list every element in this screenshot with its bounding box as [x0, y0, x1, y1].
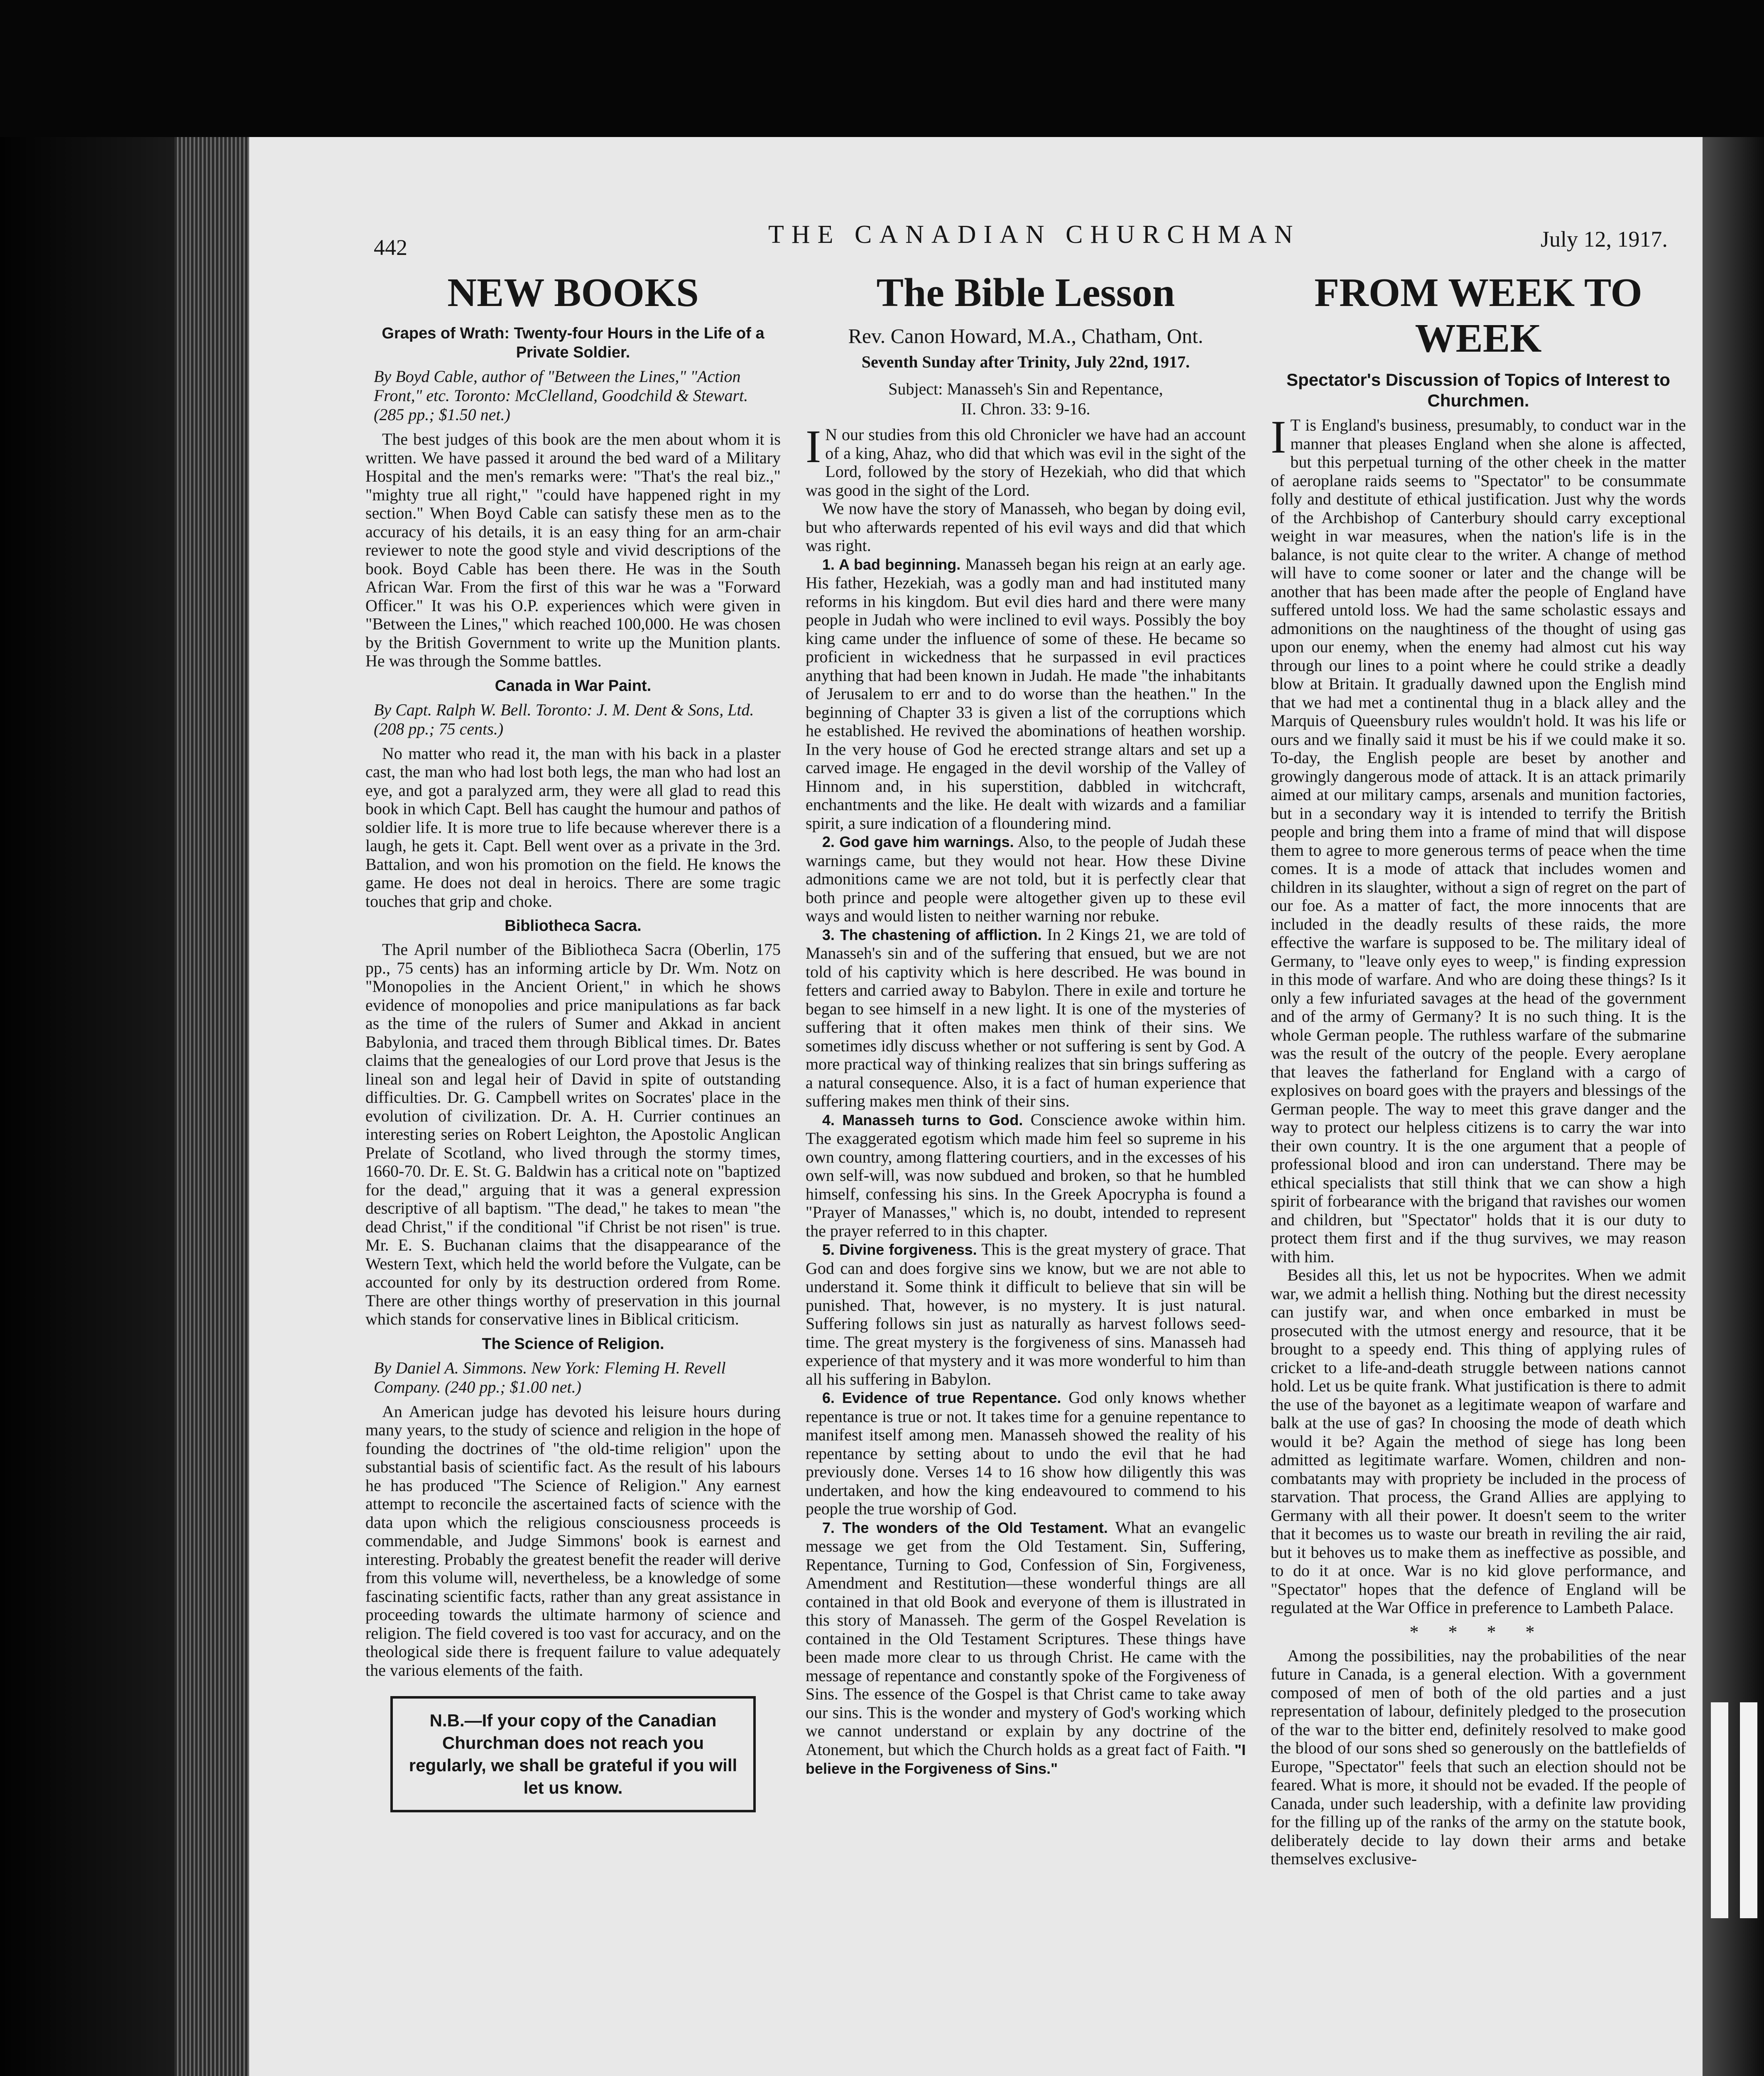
section-text: Conscience awoke within him. The exaggerated egotism which made him feel so supreme in his own country, among flattering courtiers, and in the excesses of his own self-will, was now subdued and broken, so that he humbled himself, confessing his sins. In the Greek Apocrypha is found a "Prayer of Manasses," which is, no doubt, intended to represent the prayer referred to in this chapter. [806, 1110, 1246, 1240]
lesson-date: Seventh Sunday after Trinity, July 22nd, 1917. [861, 353, 1190, 371]
film-sprocket-mark [1740, 1702, 1757, 1918]
lesson-author: Rev. Canon Howard, M.A., Chatham, Ont. [848, 324, 1203, 348]
review-title: Bibliotheca Sacra. [505, 917, 642, 935]
week-to-week-subheading: Spectator's Discussion of Topics of Interest to Churchmen. [1286, 370, 1671, 410]
section-label: 6. Evidence of true Repentance. [822, 1389, 1061, 1406]
lesson-section [806, 832, 1246, 925]
section-divider: * * * * [1409, 1621, 1547, 1642]
section-text: In 2 Kings 21, we are told of Manasseh's sin and of the suffering that ensued, but we are not told of his captivity which is here described. He was bound in fetters and carried away to Babylon. There in exile and torture he began to see himself in a new light. It is one of the mysteries of suffering that it often makes men think of their sins. We sometimes idly discuss whether or not suffering is sent by God. A more practical way of thinking realizes that sin brings suffering as a natural consequence. Also, it is a fact of human experience that suffering makes men think of their sins. [806, 925, 1246, 1110]
closing-creed: "I believe in the Forgiveness of Sins." [806, 1741, 1246, 1777]
issue-date: July 12, 1917. [1541, 227, 1668, 252]
stacked-page-edges [174, 125, 253, 2076]
editorial-paragraph [1271, 411, 1686, 1266]
bible-lesson-heading: The Bible Lesson [876, 270, 1175, 315]
section-label: 1. A bad beginning. [822, 556, 961, 573]
section-label: 5. Divine forgiveness. [822, 1241, 977, 1258]
section-label: 3. The chastening of affliction. [822, 926, 1042, 943]
new-books-heading: NEW BOOKS [447, 270, 699, 315]
review-body: An American judge has devoted his leisure hours during many years, to the study of science and religion in the hope of founding the doctrines of "the old-time religion" upon the substantial basis of scientific fact. As the result of his labours he has produced "The Science of Religion." Any earnest attempt to reconcile the ascertained facts of science with the data upon which the religious consciousness proceeds is commendable, and Judge Simmons' book is earnest and interesting. Probably the greatest benefit the reader will derive from this volume will, nevertheless, be a knowledge of some fascinating scientific facts, rather than any great assistance in proceeding towards the ultimate harmony of science and religion. The field covered is too vast for accuracy, and on the theological side there is frequent failure to value adequately the various elements of the faith. [365, 1402, 781, 1679]
section-text: Manasseh began his reign at an early age. His father, Hezekiah, was a godly man and had instituted many reforms in his kingdom. But evil dies hard and there were many people in Judah who were inclined to evil ways. Possibly the boy king came under the influence of some of these. He became so proficient in wickedness that he surpassed in evil practices anything that had been known in Judah. He made "the inhabitants of Jerusalem to err and to do worse than the heathen." In the beginning of Chapter 33 is given a list of the corruptions which he established. He revived the abominations of heathen worship. In the very house of God he erected strange altars and set up a carved image. He engaged in the devil worship of the Valley of Hinnom and, in his superstition, dabbled in witchcraft, enchantments and the like. He dealt with wizards and a familiar spirit, a sure indication of a floundering mind. [806, 554, 1246, 832]
review-citation: By Boyd Cable, author of "Between the Lines," "Action Front," etc. Toronto: McClelland, Goodchild & Stewart. (285 pp.; $1.50 net.) [374, 367, 748, 424]
editorial-paragraph: Besides all this, let us not be hypocrites. When we admit war, we admit a hellish thing. Nothing but the direst necessity can justify war, and when once embarked in must be prosecuted with the utmost energy and resource, that it be brought to a speedy end. This thing of applying rules of cricket to a life-and-death struggle between nations cannot hold. Let us be quite frank. What justification is there to admit the use of the bayonet as a legitimate weapon of warfare and balk at the use of gas? In choosing the mode of death which would it be? Again the method of siege has long been admitted as legitimate warfare. Women, children and non-combatants may with propriety be included in the process of starvation. That process, the Grand Allies are applying to Germany with all their power. It doesn't seem to the writer that it becomes us to waste our breath in reviling the air raid, but it behoves us to make them as ineffective as possible, and to do it at once. War is no kid glove performance, and "Spectator" hopes that the defence of England will be regulated at the War Office in preference to Lambeth Palace. [1271, 1266, 1686, 1617]
lesson-intro-text: N our studies from this old Chronicler we have had an account of a king, Ahaz, who did that which was evil in the sight of the Lord, followed by the story of Hezekiah, who did that which was good in the sight of the Lord. [806, 425, 1246, 499]
page-number: 442 [374, 235, 407, 260]
from-week-to-week-column [1271, 270, 1686, 1868]
lesson-scripture-reference: II. Chron. 33: 9-16. [961, 399, 1090, 418]
editorial-paragraph: Among the possibilities, nay the probabilities of the near future in Canada, is a general election. With a government composed of men of both of the old parties and a just representation of labour, definitely pledged to the prosecution of the war to the bitter end, definitely resolved to make good the blood of our sons shed so generously on the battlefields of Europe, "Spectator" feels that such an election should not be feared. What is more, it should not be evaded. If the people of Canada, under such leadership, with a definite law providing for the filling up of the ranks of the army on the statute book, deliberately decide to lay down their arms and betake themselves exclusive- [1271, 1646, 1686, 1868]
lesson-section [806, 555, 1246, 833]
review-body: The best judges of this book are the men about whom it is written. We have passed it around the bed ward of a Military Hospital and the men's remarks were: "That's the real biz.," "mighty true all right," "could have happened right in my section." When Boyd Cable can satisfy these men as to the accuracy of his details, it is an easy thing for an arm-chair reviewer to note the good style and vivid descriptions of the book. Boyd Cable has been there. He was in the South African War. From the first of this war he was a "Forward Officer." It was his O.P. experiences which were given in "Between the Lines," which reached 100,000. He was chosen by the British Government to write up the Munition plants. He was through the Somme battles. [365, 430, 781, 670]
subscription-notice: N.B.—If your copy of the Canadian Churchman does not reach you regularly, we shall be grateful if you will let us know. [390, 1696, 756, 1812]
new-books-column [365, 270, 781, 1812]
review-citation: By Daniel A. Simmons. New York: Fleming H. Revell Company. (240 pp.; $1.00 net.) [374, 1358, 726, 1396]
page-header [249, 137, 1703, 260]
editorial-paragraph-text: T is England's business, presumably, to conduct war in the manner that pleases England when she alone is affected, but this perpetual turning of the other cheek in the matter of aeroplane raids seems to "Spectator" to be consummate folly and destitute of ethical justification. Just why the words of the Archbishop of Canterbury should carry exceptional weight in war measures, when the nation's life is in the balance, is not quite clear to the writer. A change of method will have to come sooner or later and the change will be another that has been made after the people of England have suffered untold loss. We had the same scholastic essays and admonitions on the naughtiness of the thought of using gas upon our enemy, when the enemy had almost cut his way through our lines to a point where he could strike a deadly blow at Britain. It gradually dawned upon the English mind that we had met a continental thug in a black alley and the Marquis of Queensbury rules wouldn't hold. It was his life or ours and we finally said it must be his if we could make it so. To-day, the English people are beset by another and growingly dangerous mode of attack. It is an attack primarily aimed at our military camps, arsenals and munition factories, but in a secondary way it is intended to terrify the British people and bring them into a frame of mind that will dispose them to agree to more generous terms of peace when the time comes. It is a mode of attack that includes women and children in its slaughter, without a sign of regret on the part of our foe. As a matter of fact, the more innocents that are included in the deadly results of these raids, the more effective the warfare is supposed to be. The military ideal of Germany, to "leave only eyes to weep," is finding expression in this mode of warfare. And who are doing these things? Is it only a few infuriated savages at the head of the government and of the army of Germany? It is no such thing. It is the whole German people. The ruthless warfare of the submarine was the result of the outcry of the people. Every aeroplane that leaves the fatherland for England with a cargo of explosives on board goes with the prayers and blessings of the German people. The way to meet this grave danger and the way to protect our helpless citizens is to carry the war into their own country. It is the one argument that a people of professional blood and iron can understand. There may be ethical specialists that still think that we can show a high spirit of forbearance with the brigand that ravishes our women and children, but "Spectator" holds that it is our duty to protect them first and if the thug survives, we may reason with him. [1271, 416, 1686, 1266]
section-label: 4. Manasseh turns to God. [822, 1111, 1023, 1129]
lesson-subject [806, 379, 1246, 419]
review-body: No matter who read it, the man with his back in a plaster cast, the man who had lost both legs, the man who had lost an eye, and got a paralyzed arm, they were all glad to read this book in which Capt. Bell has caught the humour and pathos of soldier life. It is more true to life because wherever there is a laugh, he gets it. Capt. Bell went over as a private in the 3rd. Battalion, and won his promotion on the field. He knows the game. He does not deal in heroics. There are some tragic touches that grip and choke. [365, 744, 781, 911]
film-border-top [0, 0, 1764, 137]
review-title: The Science of Religion. [482, 1335, 664, 1353]
section-text: God only knows whether repentance is true or not. It takes time for a genuine repentance to manifest itself among men. Manasseh showed the reality of his repentance by setting about to undo the evil that he had previously done. Verses 14 to 16 show how diligently this was undertaken, and how the king endeavoured to commend to his people the true worship of God. [806, 1388, 1246, 1518]
bible-lesson-column [806, 270, 1246, 1778]
section-label: 2. God gave him warnings. [822, 833, 1014, 850]
lesson-section [806, 1111, 1246, 1241]
newspaper-page [249, 137, 1703, 2076]
film-sprocket-mark [1711, 1702, 1728, 1918]
lesson-intro-2: We now have the story of Manasseh, who began by doing evil, but who afterwards repented of his evil ways and did that which was right. [806, 499, 1246, 555]
publication-title: THE CANADIAN CHURCHMAN [768, 220, 1301, 249]
review-title: Canada in War Paint. [495, 677, 652, 695]
drop-cap: I [1271, 411, 1286, 463]
section-text: This is the great mystery of grace. That God can and does forgive sins we know, but we are not able to understand it. Some think it difficult to believe that sin will be punished. That, however, is no mystery. It is just natural. Suffering follows sin just as naturally as harvest follows seed-time. The great mystery is the forgiveness of sins. Manasseh had experience of that mystery and it was more wonderful to him than all his suffering in Babylon. [806, 1240, 1246, 1388]
lesson-subject-title: Subject: Manasseh's Sin and Repentance, [888, 379, 1163, 398]
lesson-section [806, 1518, 1246, 1778]
lesson-section [806, 1240, 1246, 1388]
week-to-week-heading: FROM WEEK TO WEEK [1314, 270, 1642, 361]
section-label: 7. The wonders of the Old Testament. [822, 1519, 1108, 1536]
lesson-section [806, 925, 1246, 1111]
review-citation: By Capt. Ralph W. Bell. Toronto: J. M. Dent & Sons, Ltd. (208 pp.; 75 cents.) [374, 700, 754, 738]
review-title: Grapes of Wrath: Twenty-four Hours in the Life of a Private Soldier. [382, 325, 764, 361]
section-text: What an evangelic message we get from the Old Testament. Sin, Suffering, Repentance, Turning to God, Confession of Sin, Forgiveness, Amendment and Restitution—these wonderful things are all contained in that old Book and everyone of them is illustrated in this story of Manasseh. The germ of the Gospel Revelation is contained in the Old Testament Scriptures. These things have been made more clear to us through Christ. He came with the message of repentance and constantly spoke of the Forgiveness of Sins. The essence of the Gospel is that Christ came to take away our sins. This is the wonder and mystery of God's working which we cannot understand or explain by any doctrine of the Atonement, but which the Church holds as a great fact of Faith. [806, 1518, 1246, 1759]
section-text: Also, to the people of Judah these warnings came, but they would not hear. How these Divine admonitions came we are not told, but it is perfectly clear that both prince and people were altogether given up to these evil ways and would listen to neither warning nor rebuke. [806, 832, 1246, 925]
review-body: The April number of the Bibliotheca Sacra (Oberlin, 175 pp., 75 cents) has an informing article by Dr. Wm. Notz on "Monopolies in the Ancient Orient," in which he shows evidence of monopolies and price manipulations as far back as the time of the rulers of Sumer and Akkad in ancient Babylonia, and traced them through Biblical times. Dr. Bates claims that the genealogies of our Lord prove that Jesus is the lineal son and legal heir of David in spite of outstanding difficulties. Dr. G. Campbell writes on Socrates' place in the evolution of civilization. Dr. A. H. Currier continues an interesting series on Robert Leighton, the Apostolic Anglican Prelate of Scotland, who lived through the stormy times, 1660-70. Dr. E. St. G. Baldwin has a critical note on "baptized for the dead," arguing that it was a general expression descriptive of all baptism. "The dead," he takes to mean "the dead Christ," if the conditional "if Christ be not risen" is true. Mr. E. S. Buchanan claims that the disappearance of the Western Text, which held the world before the Vulgate, can be accounted for only by its destruction ordered from Rome. There are other things worthy of preservation in this journal which stands for conservative lines in Biblical criticism. [365, 940, 781, 1328]
lesson-intro [806, 421, 1246, 499]
drop-cap: I [806, 421, 821, 472]
lesson-section [806, 1388, 1246, 1518]
